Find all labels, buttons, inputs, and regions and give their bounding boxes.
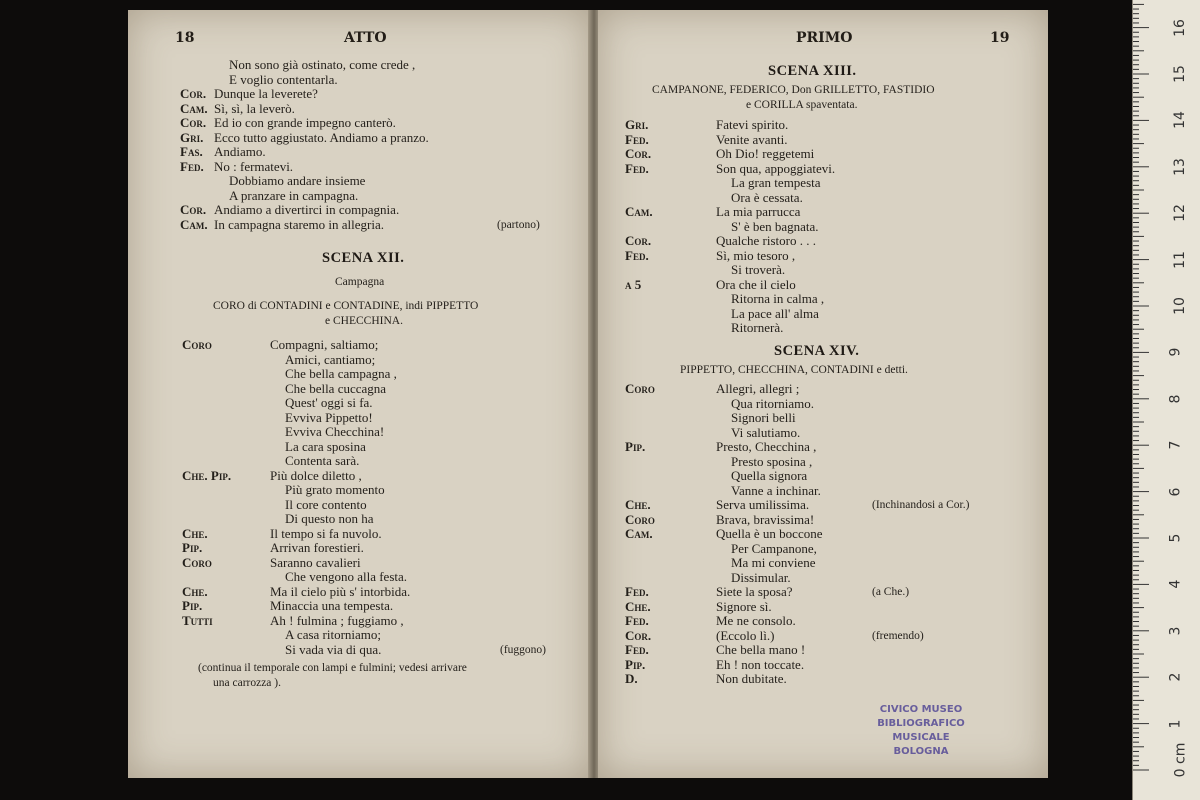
- scene-characters-line: CAMPANONE, FEDERICO, Don GRILLETTO, FASTIDIO: [652, 84, 935, 96]
- ruler-number: 12: [1171, 204, 1188, 223]
- speaker-name: Fed.: [625, 131, 649, 147]
- speaker-name: Coro: [625, 381, 655, 396]
- verse-line: A casa ritorniamo;: [285, 627, 382, 642]
- stage-direction: (fuggono): [500, 643, 546, 656]
- verse-line: Brava, bravissima!: [716, 511, 815, 527]
- verse-line: Ah ! fulmina ; fuggiamo ,: [270, 612, 404, 628]
- speaker-name: Coro: [625, 511, 655, 527]
- speaker-name: Tutti: [182, 612, 213, 628]
- verse-line: Il core contento: [285, 496, 367, 512]
- verse-line: Ora è cessata.: [731, 189, 803, 205]
- ruler-number: 11: [1171, 250, 1188, 269]
- speaker-name: Fed.: [625, 642, 649, 657]
- speaker-name: Pip.: [182, 598, 203, 613]
- verse-line: Che bella mano !: [716, 642, 806, 657]
- speaker-name: Cor.: [180, 86, 207, 101]
- speaker-name: Cam.: [625, 526, 653, 541]
- scene-characters-line: PIPPETTO, CHECCHINA, CONTADINI e detti.: [680, 364, 908, 376]
- verse-line: La cara sposina: [285, 438, 366, 454]
- speaker-name: Fed.: [180, 158, 204, 174]
- verse-line: Evviva Checchina!: [285, 424, 385, 439]
- speaker-name: a 5: [625, 276, 642, 292]
- speaker-name: Coro: [182, 337, 212, 352]
- verse-line: A pranzare in campagna.: [229, 187, 359, 203]
- verse-line: Son qua, appoggiatevi.: [716, 160, 836, 176]
- right-page: [598, 10, 1048, 778]
- stage-direction: (Inchinandosi a Cor.): [872, 499, 970, 511]
- stage-direction: (partono): [497, 218, 540, 231]
- verse-line: Ritornerà.: [731, 320, 784, 335]
- ruler-unit-label: 0 cm: [1172, 742, 1189, 778]
- verse-line: Me ne consolo.: [716, 613, 796, 628]
- verse-line: Amici, cantiamo;: [285, 351, 376, 367]
- verse-line: Non dubitate.: [716, 671, 787, 686]
- verse-line: Qua ritorniamo.: [731, 395, 815, 411]
- verse-line: Presto sposina ,: [731, 453, 813, 469]
- speaker-name: Cor.: [180, 202, 207, 217]
- speaker-name: Fed.: [625, 247, 649, 263]
- verse-line: La pace all' alma: [731, 305, 819, 321]
- ruler-number: 16: [1171, 18, 1188, 37]
- ruler-number: 4: [1167, 579, 1184, 589]
- speaker-name: Fed.: [625, 584, 649, 599]
- verse-line: Contenta sarà.: [285, 453, 360, 468]
- verse-line: Quella è un boccone: [716, 526, 823, 541]
- verse-line: Ritorna in calma ,: [731, 291, 825, 306]
- verse-line: Andiamo a divertirci in compagnia.: [214, 202, 400, 217]
- speaker-name: Fas.: [180, 144, 203, 159]
- scene-characters-line: e CHECCHINA.: [325, 315, 403, 327]
- left-page-number: 18: [175, 30, 195, 46]
- verse-line: Non sono già ostinato, come crede ,: [229, 57, 416, 72]
- speaker-name: Coro: [182, 554, 212, 570]
- verse-line: Ecco tutto aggiustato. Andiamo a pranzo.: [214, 129, 429, 145]
- speaker-name: D.: [625, 671, 638, 686]
- right-running-head: PRIMO: [796, 30, 853, 46]
- speaker-name: Cam.: [180, 100, 208, 116]
- speaker-name: Gri.: [180, 129, 204, 145]
- ruler-number: 3: [1167, 626, 1184, 636]
- verse-line: La mia parrucca: [716, 204, 801, 219]
- speaker-name: Cor.: [625, 233, 652, 248]
- speaker-name: Gri.: [625, 117, 649, 132]
- verse-line: Il tempo si fa nuvolo.: [270, 525, 382, 541]
- speaker-name: Che. Pip.: [182, 467, 232, 483]
- verse-line: Che bella cuccagna: [285, 380, 387, 396]
- speaker-name: Che.: [182, 583, 208, 599]
- scene-characters-line: e CORILLA spaventata.: [746, 99, 858, 111]
- stamp-line: CIVICO MUSEO: [879, 704, 963, 715]
- verse-line: Siete la sposa?: [716, 584, 793, 599]
- stamp-line: BIBLIOGRAFICO MUSICALE: [877, 718, 965, 743]
- left-running-head: ATTO: [344, 30, 387, 46]
- ruler-number: 1: [1167, 719, 1184, 729]
- scene-setting: Campagna: [335, 276, 385, 288]
- verse-line: Quest' oggi si fa.: [285, 395, 373, 410]
- speaker-name: Che.: [182, 525, 208, 541]
- verse-line: Compagni, saltiamo;: [270, 337, 379, 352]
- verse-line: Ed io con grande impegno canterò.: [214, 115, 396, 130]
- library-stamp: [848, 703, 994, 759]
- speaker-name: Cam.: [625, 204, 653, 219]
- ruler-number: 13: [1171, 157, 1188, 176]
- stage-direction: (continua il temporale con lampi e fulmini; vedesi arrivare: [198, 662, 467, 674]
- verse-line: Che vengono alla festa.: [285, 569, 408, 584]
- verse-line: E voglio contentarla.: [229, 71, 338, 87]
- speaker-name: Cor.: [625, 146, 652, 161]
- speaker-name: Pip.: [625, 656, 646, 672]
- verse-line: Qualche ristoro . . .: [716, 233, 817, 248]
- speaker-name: Pip.: [625, 439, 646, 454]
- scene-title-xii: SCENA XII.: [322, 250, 405, 266]
- verse-line: Presto, Checchina ,: [716, 439, 817, 454]
- verse-line: Si troverà.: [731, 262, 786, 277]
- verse-line: Eh ! non toccate.: [716, 656, 805, 672]
- scene-title-xiii: SCENA XIII.: [768, 63, 857, 79]
- verse-line: Quella signora: [731, 468, 808, 483]
- scene-characters-line: CORO di CONTADINI e CONTADINE, indi PIPPETTO: [213, 300, 479, 312]
- verse-line: La gran tempesta: [731, 175, 821, 190]
- speaker-name: Che.: [625, 598, 651, 614]
- speaker-name: Cor.: [180, 115, 207, 130]
- verse-line: Arrivan forestieri.: [270, 540, 364, 555]
- verse-line: Vi salutiamo.: [731, 424, 801, 440]
- right-page-number: 19: [990, 30, 1010, 46]
- verse-line: Ora che il cielo: [716, 276, 796, 292]
- verse-line: Vanne a inchinar.: [731, 482, 821, 498]
- speaker-name: Fed.: [625, 160, 649, 176]
- verse-line: Si vada via di qua.: [285, 641, 382, 657]
- speaker-name: Pip.: [182, 540, 203, 555]
- verse-line: Sì, sì, la leverò.: [214, 100, 295, 116]
- verse-line: Dissimular.: [731, 569, 791, 585]
- ruler-number: 14: [1171, 111, 1188, 130]
- ruler-number: 2: [1167, 672, 1184, 682]
- verse-line: Sì, mio tesoro ,: [716, 247, 796, 263]
- verse-line: Minaccia una tempesta.: [270, 598, 394, 613]
- verse-line: Ma il cielo più s' intorbida.: [270, 583, 411, 599]
- verse-line: Venite avanti.: [716, 131, 788, 147]
- verse-line: Andiamo.: [214, 144, 266, 159]
- verse-line: Saranno cavalieri: [270, 554, 361, 570]
- verse-line: Fatevi spirito.: [716, 117, 789, 132]
- measuring-ruler: [1132, 0, 1200, 800]
- ruler-number: 9: [1167, 347, 1184, 357]
- verse-line: Allegri, allegri ;: [716, 381, 800, 396]
- verse-line: Evviva Pippetto!: [285, 409, 373, 425]
- stamp-line: BOLOGNA: [893, 746, 949, 757]
- stage-direction: una carrozza ).: [213, 677, 281, 689]
- verse-line: Signori belli: [731, 410, 796, 425]
- verse-line: In campagna staremo in allegria.: [214, 216, 385, 232]
- verse-line: Dobbiamo andare insieme: [229, 173, 366, 188]
- ruler-number: 6: [1167, 487, 1184, 497]
- verse-line: Ma mi conviene: [731, 555, 816, 570]
- verse-line: Signore sì.: [716, 598, 772, 614]
- speaker-name: Fed.: [625, 613, 649, 628]
- speaker-name: Che.: [625, 497, 651, 512]
- verse-line: Di questo non ha: [285, 511, 374, 526]
- stage-direction: (fremendo): [872, 629, 924, 642]
- scene-title-xiv: SCENA XIV.: [774, 343, 860, 359]
- verse-line: Più dolce diletto ,: [270, 467, 362, 483]
- ruler-number: 15: [1171, 65, 1188, 83]
- verse-line: Oh Dio! reggetemi: [716, 146, 815, 161]
- verse-line: (Eccolo lì.): [716, 627, 775, 643]
- ruler-number: 5: [1167, 533, 1184, 543]
- ruler-number: 10: [1171, 297, 1188, 315]
- verse-line: Per Campanone,: [731, 540, 817, 556]
- speaker-name: Cor.: [625, 627, 652, 643]
- ruler-number: 8: [1167, 394, 1184, 404]
- stage-direction: (a Che.): [872, 586, 910, 598]
- verse-line: No : fermatevi.: [214, 158, 294, 174]
- verse-line: Che bella campagna ,: [285, 366, 397, 381]
- speaker-name: Cam.: [180, 216, 208, 232]
- verse-line: Dunque la leverete?: [214, 86, 318, 101]
- ruler-number: 7: [1167, 440, 1184, 450]
- verse-line: Serva umilissima.: [716, 497, 810, 512]
- verse-line: S' è ben bagnata.: [731, 218, 819, 234]
- verse-line: Più grato momento: [285, 482, 385, 497]
